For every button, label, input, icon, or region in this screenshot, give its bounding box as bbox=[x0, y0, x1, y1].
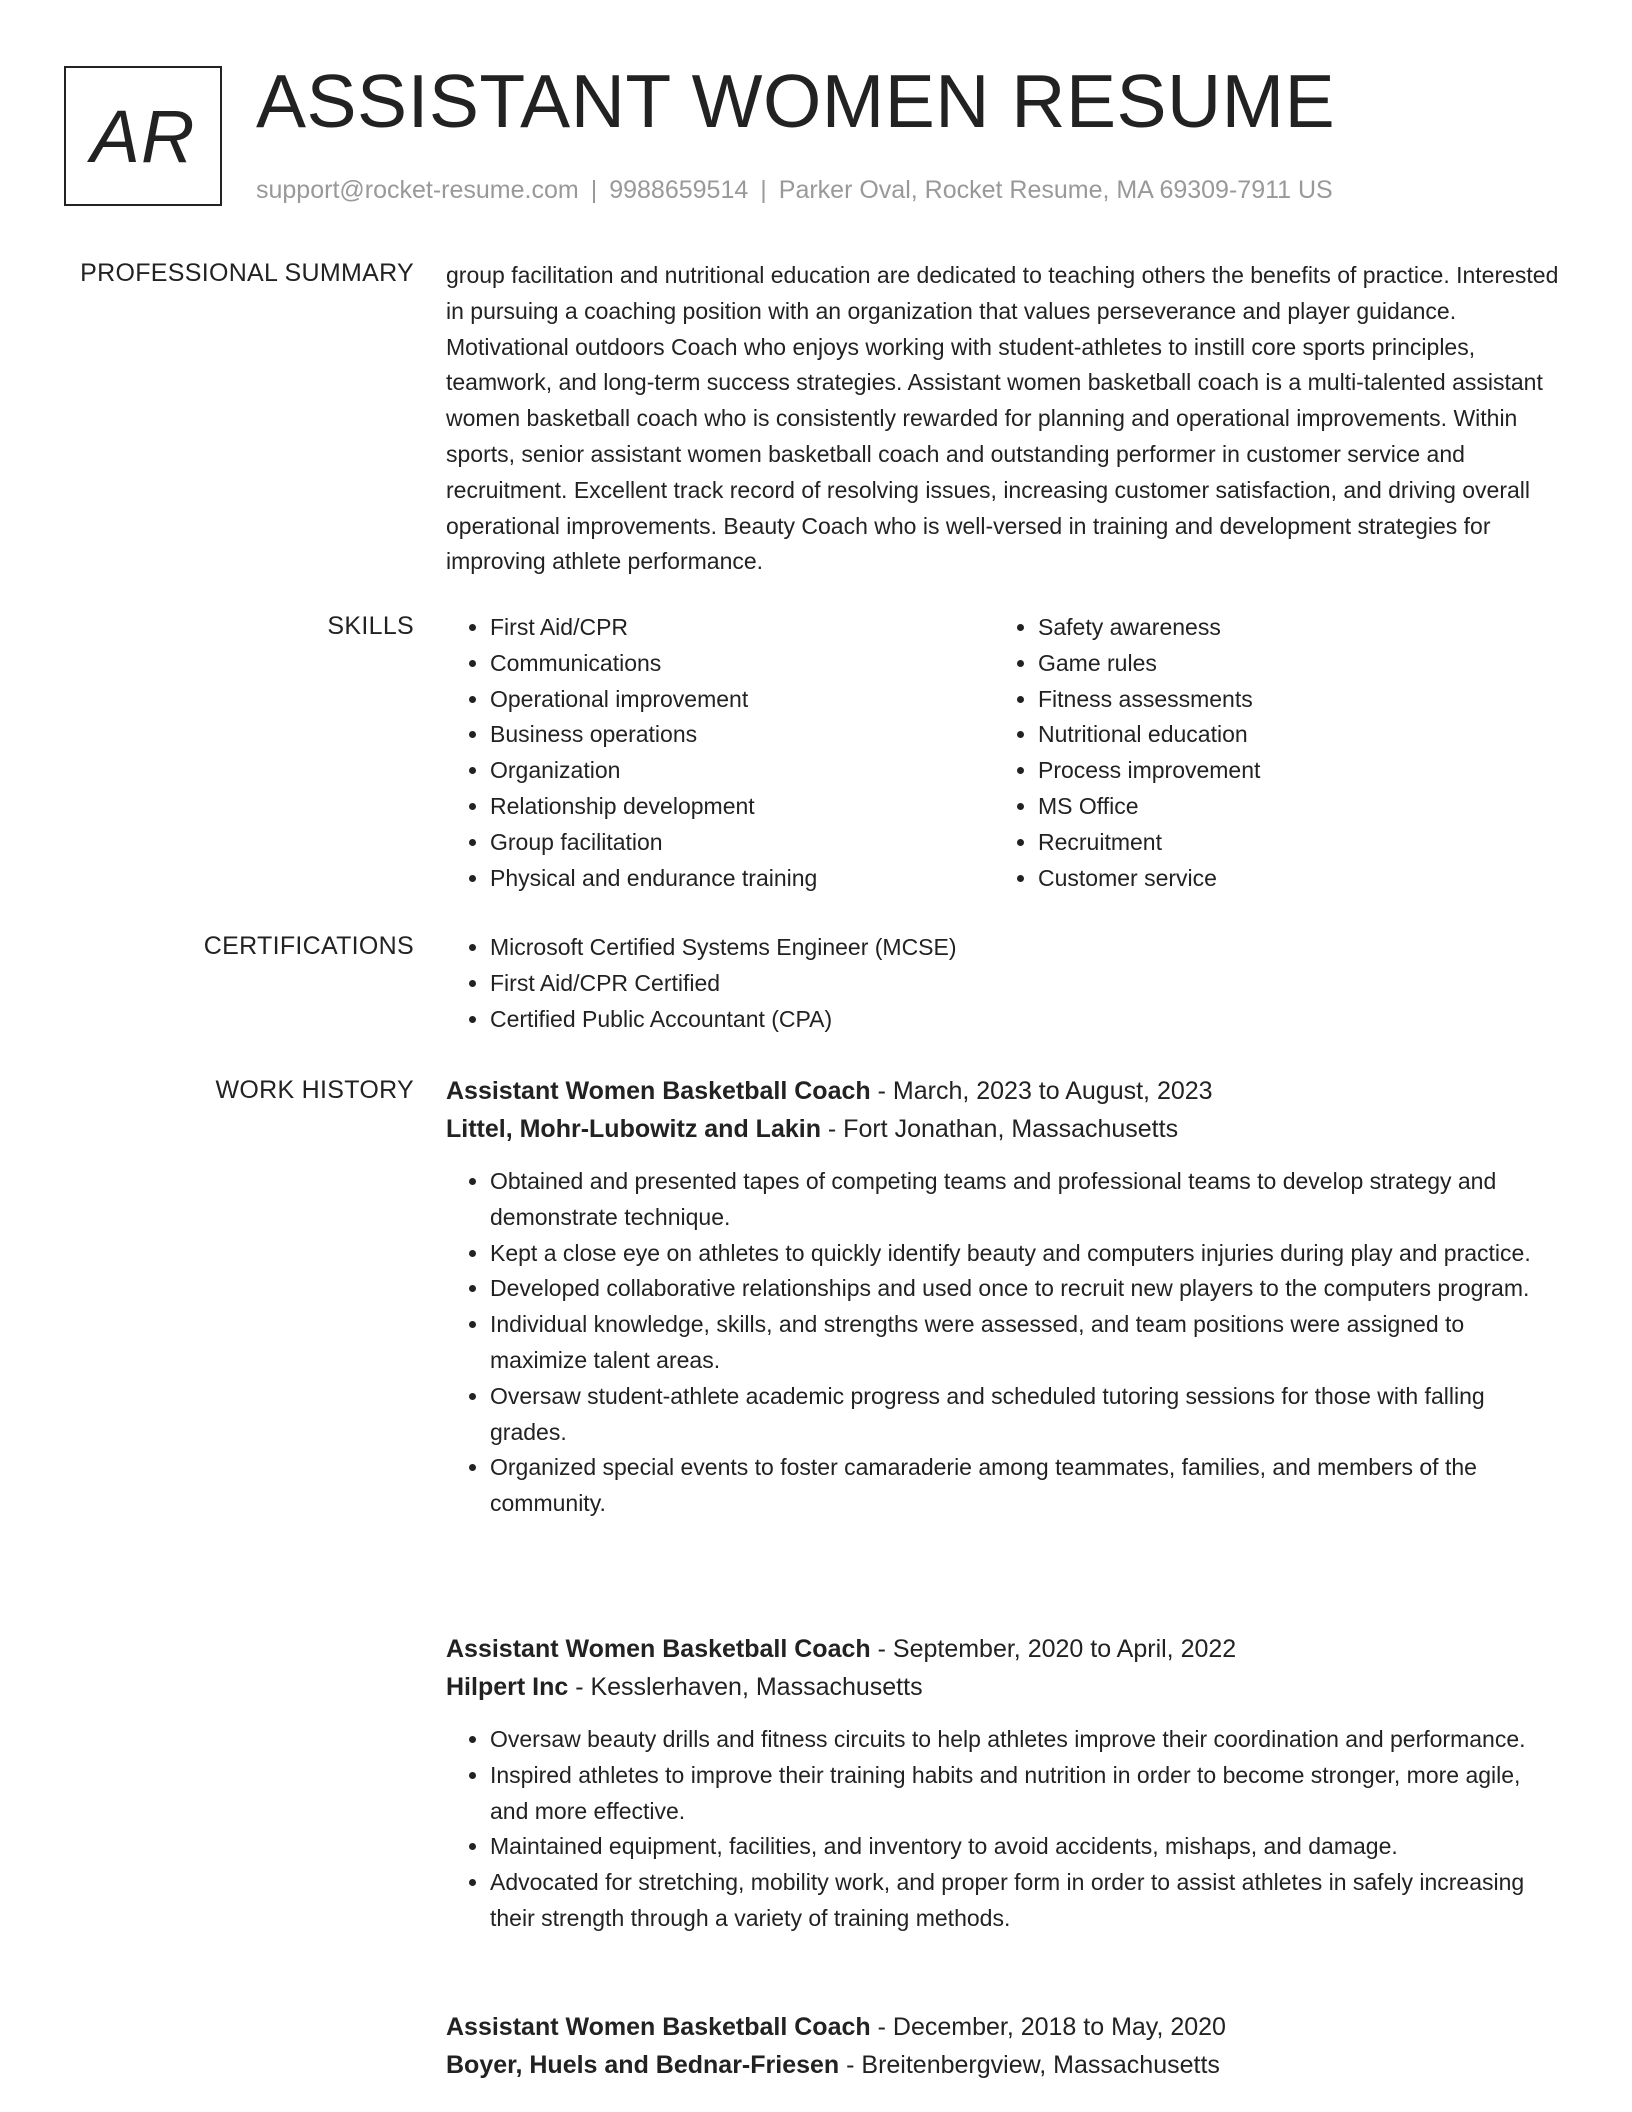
work-history-label: WORK HISTORY bbox=[215, 1076, 414, 1104]
contact-phone: 9988659514 bbox=[609, 176, 749, 204]
list-item: • Oversaw student-athlete academic progress and scheduled tutoring sessions for those with falling grades. bbox=[490, 1379, 1562, 1451]
job-title-line bbox=[446, 1630, 1562, 1668]
resume-title: ASSISTANT WOMEN RESUME bbox=[256, 59, 1336, 143]
list-item: • Customer service bbox=[1038, 861, 1542, 897]
list-item: • Maintained equipment, facilities, and inventory to avoid accidents, mishaps, and damage. bbox=[490, 1829, 1562, 1865]
contact-separator: | bbox=[760, 176, 767, 204]
job-entry bbox=[446, 2008, 1562, 2084]
contact-email: support@rocket-resume.com bbox=[256, 176, 579, 204]
list-item: • Obtained and presented tapes of competing teams and professional teams to develop strategy and demonstrate technique. bbox=[490, 1164, 1562, 1236]
list-item: • Game rules bbox=[1038, 646, 1542, 682]
contact-line bbox=[256, 174, 1333, 206]
list-item: • Kept a close eye on athletes to quickly identify beauty and computers injuries during play and practice. bbox=[490, 1236, 1562, 1272]
list-item: • Developed collaborative relationships and used once to recruit new players to the computers program. bbox=[490, 1271, 1562, 1307]
list-item: • Organization bbox=[490, 753, 994, 789]
list-item: • Microsoft Certified Systems Engineer (MCSE) bbox=[490, 930, 1562, 966]
job-location: - Kesslerhaven, Massachusetts bbox=[568, 1673, 923, 1701]
certifications-list bbox=[446, 930, 1562, 1037]
skills-list-right bbox=[994, 610, 1542, 896]
job-company: Hilpert Inc bbox=[446, 1673, 569, 1701]
list-item: • Advocated for stretching, mobility work, and proper form in order to assist athletes in safely increasing their strength through a variety of training methods. bbox=[490, 1865, 1562, 1937]
job-title-line bbox=[446, 1072, 1562, 1110]
job-duties bbox=[446, 1164, 1562, 1522]
list-item: • First Aid/CPR Certified bbox=[490, 966, 1562, 1002]
job-dates: - September, 2020 to April, 2022 bbox=[870, 1635, 1237, 1663]
list-item: • Business operations bbox=[490, 717, 994, 753]
job-location: - Breitenbergview, Massachusetts bbox=[839, 2051, 1220, 2079]
list-item: • Process improvement bbox=[1038, 753, 1542, 789]
list-item: • Group facilitation bbox=[490, 825, 994, 861]
list-item: • Recruitment bbox=[1038, 825, 1542, 861]
list-item: • Operational improvement bbox=[490, 682, 994, 718]
job-company-line bbox=[446, 2046, 1562, 2084]
job-title-line bbox=[446, 2008, 1562, 2046]
list-item: • Inspired athletes to improve their training habits and nutrition in order to become stronger, more agile, and more effective. bbox=[490, 1758, 1562, 1830]
job-title: Assistant Women Basketball Coach bbox=[446, 1077, 871, 1105]
job-location: - Fort Jonathan, Massachusetts bbox=[820, 1115, 1179, 1143]
list-item: • First Aid/CPR bbox=[490, 610, 994, 646]
summary-text: group facilitation and nutritional education are dedicated to teaching others the benefits of practice. Interested in pursuing a coaching position with an organization that values perseverance and player guidance. Motivational outdoors Coach who enjoys working with student-athletes to instill core sports principles, teamwork, and long-term success strategies. Assistant women basketball coach is a multi-talented assistant women basketball coach who is consistently rewarded for planning and operational improvements. Within sports, senior assistant women basketball coach and outstanding performer in customer service and recruitment. Excellent track record of resolving issues, increasing customer satisfaction, and driving overall operational improvements. Beauty Coach who is well-versed in training and development strategies for improving athlete performance. bbox=[446, 262, 1559, 575]
list-item: • Physical and endurance training bbox=[490, 861, 994, 897]
list-item: • Oversaw beauty drills and fitness circuits to help athletes improve their coordination and performance. bbox=[490, 1722, 1562, 1758]
certifications-label: CERTIFICATIONS bbox=[203, 932, 414, 960]
contact-address: Parker Oval, Rocket Resume, MA 69309-7911 US bbox=[778, 176, 1333, 204]
summary-label: PROFESSIONAL SUMMARY bbox=[80, 259, 414, 287]
list-item: • Fitness assessments bbox=[1038, 682, 1542, 718]
job-company: Littel, Mohr-Lubowitz and Lakin bbox=[446, 1115, 821, 1143]
list-item: • Nutritional education bbox=[1038, 717, 1542, 753]
job-entry bbox=[446, 1630, 1562, 2008]
job-title: Assistant Women Basketball Coach bbox=[446, 1635, 871, 1663]
list-item: • Organized special events to foster camaraderie among teammates, families, and members of the community. bbox=[490, 1450, 1562, 1522]
monogram-initials: AR bbox=[64, 66, 222, 206]
job-entry bbox=[446, 1072, 1562, 1630]
list-item: • Relationship development bbox=[490, 789, 994, 825]
list-item: • Communications bbox=[490, 646, 994, 682]
skills-label: SKILLS bbox=[327, 612, 414, 640]
contact-separator: | bbox=[590, 176, 598, 204]
list-item: • Individual knowledge, skills, and strengths were assessed, and team positions were assigned to maximize talent areas. bbox=[490, 1307, 1562, 1379]
list-item: • Certified Public Accountant (CPA) bbox=[490, 1002, 1562, 1038]
job-duties bbox=[446, 1722, 1562, 1937]
job-company-line bbox=[446, 1668, 1562, 1706]
job-dates: - March, 2023 to August, 2023 bbox=[870, 1077, 1213, 1105]
job-dates: - December, 2018 to May, 2020 bbox=[870, 2013, 1226, 2041]
skills-list-left bbox=[446, 610, 994, 896]
job-company-line bbox=[446, 1110, 1562, 1148]
job-title: Assistant Women Basketball Coach bbox=[446, 2013, 871, 2041]
list-item: • Safety awareness bbox=[1038, 610, 1542, 646]
list-item: • MS Office bbox=[1038, 789, 1542, 825]
job-company: Boyer, Huels and Bednar-Friesen bbox=[446, 2051, 840, 2079]
